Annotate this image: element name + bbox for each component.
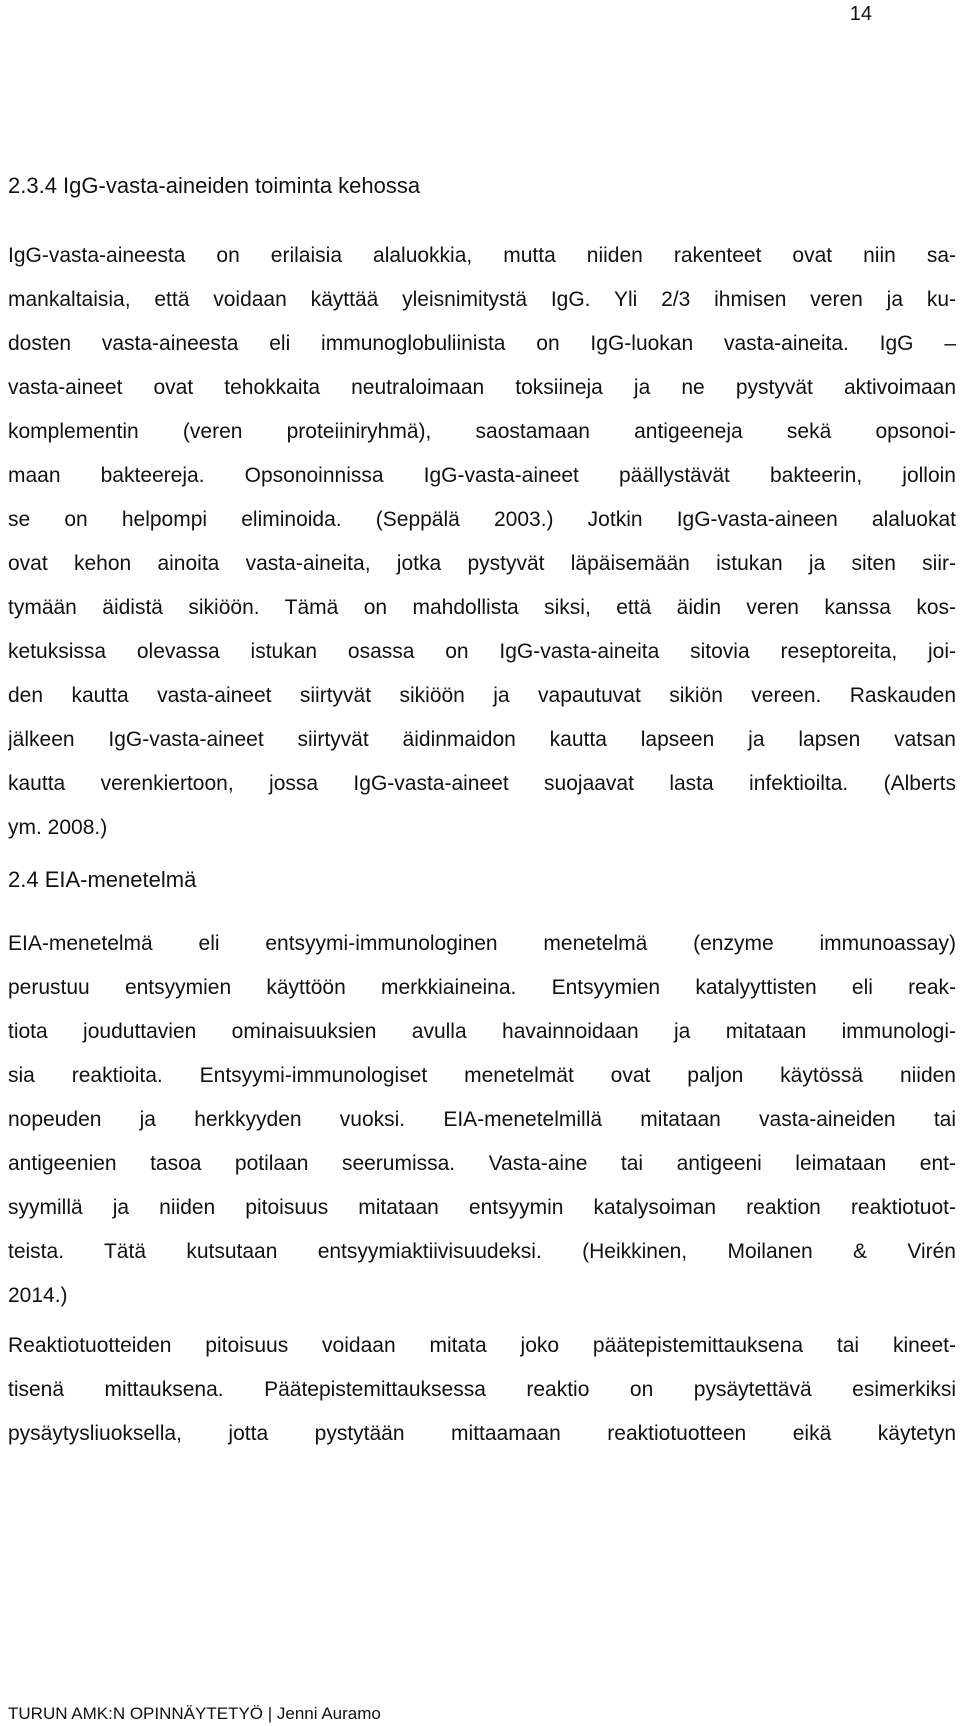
text-line: ym. 2008.) [8,816,108,839]
text-line: antigeenien tasoa potilaan seerumissa. Vasta-aine tai antigeeni leimataan ent- [8,1152,956,1175]
text-line: 2014.) [8,1284,68,1307]
page-number: 14 [849,3,872,25]
text-line: EIA-menetelmä eli entsyymi-immunologinen menetelmä (enzyme immunoassay) [8,932,956,955]
text-line: komplementin (veren proteiiniryhmä), saostamaan antigeeneja sekä opsonoi- [8,420,956,443]
paragraph-eia [8,929,956,1325]
text-line: Reaktiotuotteiden pitoisuus voidaan mitata joko päätepistemittauksena tai kineet- [8,1334,956,1357]
text-line: syymillä ja niiden pitoisuus mitataan entsyymin katalysoiman reaktion reaktiotuot- [8,1196,956,1219]
text-line: vasta-aineet ovat tehokkaita neutraloimaan toksiineja ja ne pystyvät aktivoimaan [8,376,956,399]
text-line: tisenä mittauksena. Päätepistemittauksessa reaktio on pysäytettävä esimerkiksi [8,1378,956,1401]
text-line: nopeuden ja herkkyyden vuoksi. EIA-menetelmillä mitataan vasta-aineiden tai [8,1108,956,1131]
text-line: maan bakteereja. Opsonoinnissa IgG-vasta-aineet päällystävät bakteerin, jolloin [8,464,956,487]
section-heading-eia: 2.4 EIA-menetelmä [8,867,197,892]
text-line: sia reaktioita. Entsyymi-immunologiset menetelmät ovat paljon käytössä niiden [8,1064,956,1087]
text-line: teista. Tätä kutsutaan entsyymiaktiivisuudeksi. (Heikkinen, Moilanen & Virén [8,1240,956,1263]
text-line: tymään äidistä sikiöön. Tämä on mahdollista siksi, että äidin veren kanssa kos- [8,596,956,619]
text-line: jälkeen IgG-vasta-aineet siirtyvät äidinmaidon kautta lapseen ja lapsen vatsan [8,728,956,751]
text-line: IgG-vasta-aineesta on erilaisia alaluokkia, mutta niiden rakenteet ovat niin sa- [8,244,956,267]
text-line: ketuksissa olevassa istukan osassa on IgG-vasta-aineita sitovia reseptoreita, joi- [8,640,956,663]
text-line: ovat kehon ainoita vasta-aineita, jotka pystyvät läpäisemään istukan ja siten siir- [8,552,956,575]
text-line: se on helpompi eliminoida. (Seppälä 2003.) Jotkin IgG-vasta-aineen alaluokat [8,508,956,531]
section-heading-igg: 2.3.4 IgG-vasta-aineiden toiminta kehossa [8,173,421,198]
text-line: perustuu entsyymien käyttöön merkkiaineina. Entsyymien katalyyttisten eli reak- [8,976,956,999]
footer: TURUN AMK:N OPINNÄYTETYÖ | Jenni Auramo [8,1704,381,1723]
text-line: tiota jouduttavien ominaisuuksien avulla havainnoidaan ja mitataan immunologi- [8,1020,956,1043]
text-line: kautta verenkiertoon, jossa IgG-vasta-aineet suojaavat lasta infektioilta. (Alberts [8,772,956,795]
text-line: pysäytysliuoksella, jotta pystytään mittaamaan reaktiotuotteen eikä käytetyn [8,1422,956,1445]
paragraph-igg [8,241,956,857]
paragraph-reaction-products [8,1331,956,1463]
text-line: mankaltaisia, että voidaan käyttää yleisnimitystä IgG. Yli 2/3 ihmisen veren ja ku- [8,288,956,311]
text-line: den kautta vasta-aineet siirtyvät sikiöön ja vapautuvat sikiön vereen. Raskauden [8,684,956,707]
text-line: dosten vasta-aineesta eli immunoglobuliinista on IgG-luokan vasta-aineita. IgG – [8,332,956,355]
